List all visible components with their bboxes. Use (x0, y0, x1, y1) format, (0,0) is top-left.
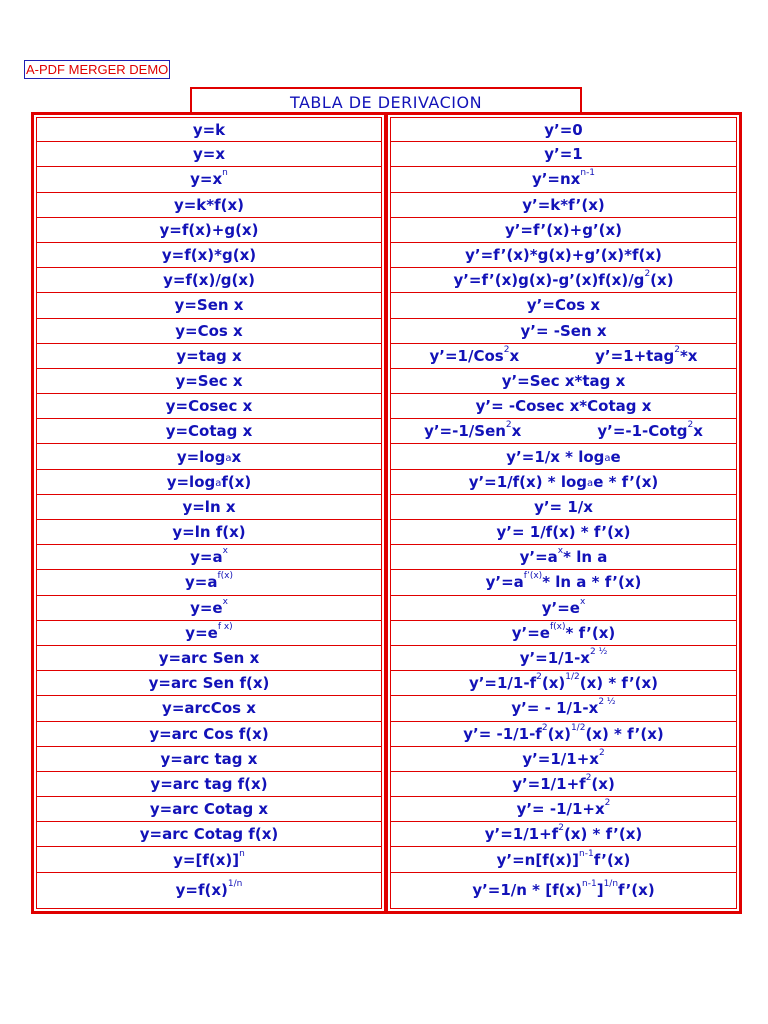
formula-superscript: 2 (505, 420, 512, 431)
formula-text: y’=f’(x)g(x)-g’(x)f(x)/g (453, 271, 645, 290)
derivative-cell (390, 394, 737, 419)
derivative-cell (390, 319, 737, 344)
formula-text: y’= 1/x (534, 497, 593, 516)
formula-text: y’= -Cosec x*Cotag x (475, 397, 652, 416)
derivative-column (387, 114, 740, 912)
formula-text: y=Cosec x (165, 397, 253, 416)
formula-superscript: 2 (585, 772, 592, 783)
function-cell (36, 470, 382, 495)
formula-text: y’=nx (531, 170, 581, 189)
derivative-cell (390, 570, 737, 595)
formula-text: y=x (192, 145, 226, 164)
function-cell (36, 167, 382, 192)
formula-text: x (509, 346, 520, 365)
formula-superscript: 2 (558, 823, 564, 834)
derivative-cell (390, 722, 737, 747)
formula-text: y=x (190, 170, 223, 189)
formula-text: f’(x) (593, 850, 631, 869)
formula-text: y=arc Sen f(x) (148, 674, 270, 693)
formula-text: * ln a * f’(x) (542, 573, 642, 592)
derivative-cell (390, 344, 737, 369)
function-cell (36, 747, 382, 772)
formula-superscript: 2 (644, 269, 651, 280)
formula-text: y=Sen x (174, 296, 244, 315)
function-cell (36, 797, 382, 822)
formula-superscript: f’(x) (523, 571, 543, 582)
derivative-cell (390, 117, 737, 142)
formula-superscript: x (222, 546, 228, 557)
formula-text: (x) * f’(x) (585, 724, 664, 743)
formula-text: (x) * f’(x) (563, 825, 643, 844)
derivative-cell (390, 167, 737, 192)
derivative-cell (390, 444, 737, 469)
function-cell (36, 142, 382, 167)
function-cell (36, 369, 382, 394)
formula-superscript: 1/2 (570, 722, 586, 733)
formula-text: y’=a (485, 573, 524, 592)
function-cell (36, 520, 382, 545)
formula-text: (x) (541, 674, 566, 693)
formula-text: y’=1/1-f (468, 674, 537, 693)
derivative-cell (390, 142, 737, 167)
derivative-cell (390, 797, 737, 822)
formula-superscript: f(x) (217, 571, 233, 582)
formula-text: y’=1/1+f (484, 825, 559, 844)
formula-text: y’=-1-Cotg (597, 422, 688, 441)
formula-superscript: n-1 (580, 168, 596, 179)
formula-text: y=k (192, 120, 226, 139)
formula-superscript: 2 (541, 722, 548, 733)
derivative-cell (390, 822, 737, 847)
formula-text: y’=1 (544, 145, 583, 164)
formula-text: y=Cotag x (165, 422, 253, 441)
formula-text: y’=-1/Sen (424, 422, 506, 441)
formula-text: y’=1/f(x) * log (468, 472, 588, 491)
formula-superscript: n-1 (582, 879, 597, 890)
formula-text: y=e (190, 598, 223, 617)
formula-text: y=log (176, 447, 226, 466)
formula-text: y’=1/1+x (522, 749, 599, 768)
formula-superscript: f(x) (549, 621, 566, 632)
function-cell (36, 344, 382, 369)
formula-text: x (231, 447, 242, 466)
formula-text: y=f(x)+g(x) (159, 220, 259, 239)
derivative-cell (390, 369, 737, 394)
formula-text: (x) (650, 271, 674, 290)
formula-text: e (610, 447, 621, 466)
formula-text: y=ln x (182, 497, 236, 516)
derivative-cell (390, 696, 737, 721)
formula-text: y=e (185, 623, 218, 642)
function-cell (36, 193, 382, 218)
formula-superscript: 2 (687, 420, 694, 431)
function-cell (36, 117, 382, 142)
function-cell (36, 243, 382, 268)
formula-text: y’=n[f(x)] (496, 850, 579, 869)
function-cell (36, 545, 382, 570)
derivative-cell (390, 646, 737, 671)
formula-text: y=[f(x)] (173, 850, 240, 869)
formula-text: y=ln f(x) (172, 523, 246, 542)
function-cell (36, 822, 382, 847)
formula-superscript: x (222, 596, 228, 607)
formula-text: y=arcCos x (162, 699, 256, 718)
watermark-label: A-PDF MERGER DEMO (26, 62, 169, 77)
formula-superscript: 2 (598, 747, 605, 758)
formula-text: y=arc tag x (160, 749, 258, 768)
derivative-cell (390, 495, 737, 520)
formula-superscript: 2 (503, 344, 510, 355)
formula-text: e * f’(x) (593, 472, 659, 491)
formula-text: y=arc tag f(x) (150, 774, 268, 793)
formula-text: y=f(x)/g(x) (163, 271, 255, 290)
formula-text: y’=f’(x)+g’(x) (504, 220, 623, 239)
function-cell (36, 671, 382, 696)
function-cell (36, 621, 382, 646)
function-cell (36, 722, 382, 747)
formula-superscript: 2 (604, 798, 611, 809)
formula-text: y=f(x)*g(x) (161, 246, 257, 265)
function-cell (36, 444, 382, 469)
derivative-cell (390, 419, 737, 444)
formula-text: y=f(x) (175, 881, 228, 900)
formula-text: y=a (190, 548, 223, 567)
formula-text: (x) * f’(x) (579, 674, 659, 693)
function-cell (36, 873, 382, 909)
function-cell (36, 696, 382, 721)
formula-text: y=arc Cos f(x) (149, 724, 269, 743)
formula-superscript: 2 ½ (598, 697, 616, 708)
function-cell (36, 772, 382, 797)
formula-subscript: a (215, 478, 222, 490)
formula-text: y=arc Cotag f(x) (139, 825, 279, 844)
formula-text: y’= -1/1+x (516, 800, 605, 819)
formula-superscript: 2 ½ (590, 647, 608, 658)
formula-text: y’= -Sen x (520, 321, 607, 340)
formula-superscript: n (222, 168, 228, 179)
formula-text: y’=a (519, 548, 558, 567)
function-cell (36, 319, 382, 344)
formula-text: y’= 1/f(x) * f’(x) (496, 523, 631, 542)
function-cell (36, 495, 382, 520)
formula-text: y’= - 1/1-x (511, 699, 599, 718)
derivative-cell (390, 293, 737, 318)
function-cell (36, 268, 382, 293)
function-column (33, 114, 385, 912)
table-title: TABLA DE DERIVACION (190, 87, 582, 115)
derivative-cell (390, 747, 737, 772)
formula-subscript: a (587, 478, 594, 490)
formula-superscript: 1/n (603, 879, 619, 890)
formula-text: y=Cos x (175, 321, 243, 340)
formula-text: y’=1/n * [f(x) (472, 881, 583, 900)
formula-text: y=arc Cotag x (149, 800, 269, 819)
formula-text: y=Sec x (175, 371, 243, 390)
formula-superscript: n-1 (579, 848, 594, 859)
formula-text: y’= -1/1-f (463, 724, 542, 743)
formula-text: y=a (185, 573, 218, 592)
formula-superscript: 1/2 (565, 672, 580, 683)
formula-text: y’=f’(x)*g(x)+g’(x)*f(x) (465, 246, 662, 265)
formula-superscript: 2 (536, 672, 542, 683)
derivative-cell (390, 873, 737, 909)
formula-superscript: 1/n (227, 879, 243, 890)
formula-text: y’=1/1-x (519, 649, 590, 668)
formula-superscript: x (579, 596, 586, 607)
derivative-cell (390, 596, 737, 621)
function-cell (36, 394, 382, 419)
formula-text: y’=1/Cos (429, 346, 504, 365)
derivative-cell (390, 772, 737, 797)
formula-text: y’=Sec x*tag x (501, 371, 626, 390)
formula-superscript: n (239, 848, 245, 859)
formula-superscript: f x) (217, 621, 233, 632)
function-cell (36, 293, 382, 318)
formula-text: y’=k*f’(x) (522, 195, 605, 214)
function-cell (36, 570, 382, 595)
formula-subscript: a (604, 453, 611, 465)
formula-text: y’=e (511, 623, 550, 642)
formula-superscript: 2 (674, 344, 680, 355)
derivative-cell (390, 470, 737, 495)
formula-text: ] (596, 881, 604, 900)
formula-text: y’=0 (544, 120, 583, 139)
formula-text: * ln a (563, 548, 608, 567)
formula-text: x (511, 422, 522, 441)
formula-text: y’=1/x * log (506, 447, 605, 466)
formula-text: * f’(x) (565, 623, 616, 642)
derivative-cell (390, 243, 737, 268)
derivative-cell (390, 520, 737, 545)
derivative-cell (390, 268, 737, 293)
derivative-cell (390, 545, 737, 570)
derivative-cell (390, 847, 737, 872)
formula-text: y’=Cos x (526, 296, 601, 315)
formula-text: y=arc Sen x (158, 649, 260, 668)
function-cell (36, 218, 382, 243)
formula-text: y’=1/1+f (512, 774, 586, 793)
formula-text: x (693, 422, 703, 441)
derivative-cell (390, 193, 737, 218)
formula-text: (x) (547, 724, 571, 743)
function-cell (36, 596, 382, 621)
formula-text: (x) (591, 774, 615, 793)
formula-text: f(x) (221, 472, 252, 491)
formula-superscript: x (557, 546, 564, 557)
formula-text: y=k*f(x) (173, 195, 245, 214)
function-cell (36, 646, 382, 671)
derivative-cell (390, 218, 737, 243)
formula-text: y=log (166, 472, 216, 491)
formula-text: y=tag x (176, 346, 242, 365)
derivative-cell (390, 671, 737, 696)
formula-subscript: a (225, 453, 232, 465)
derivative-cell (390, 621, 737, 646)
formula-text: y’=e (541, 598, 580, 617)
formula-text: y’=1+tag (595, 346, 675, 365)
formula-text: *x (679, 346, 698, 365)
formula-text: f’(x) (618, 881, 655, 900)
function-cell (36, 419, 382, 444)
function-cell (36, 847, 382, 872)
